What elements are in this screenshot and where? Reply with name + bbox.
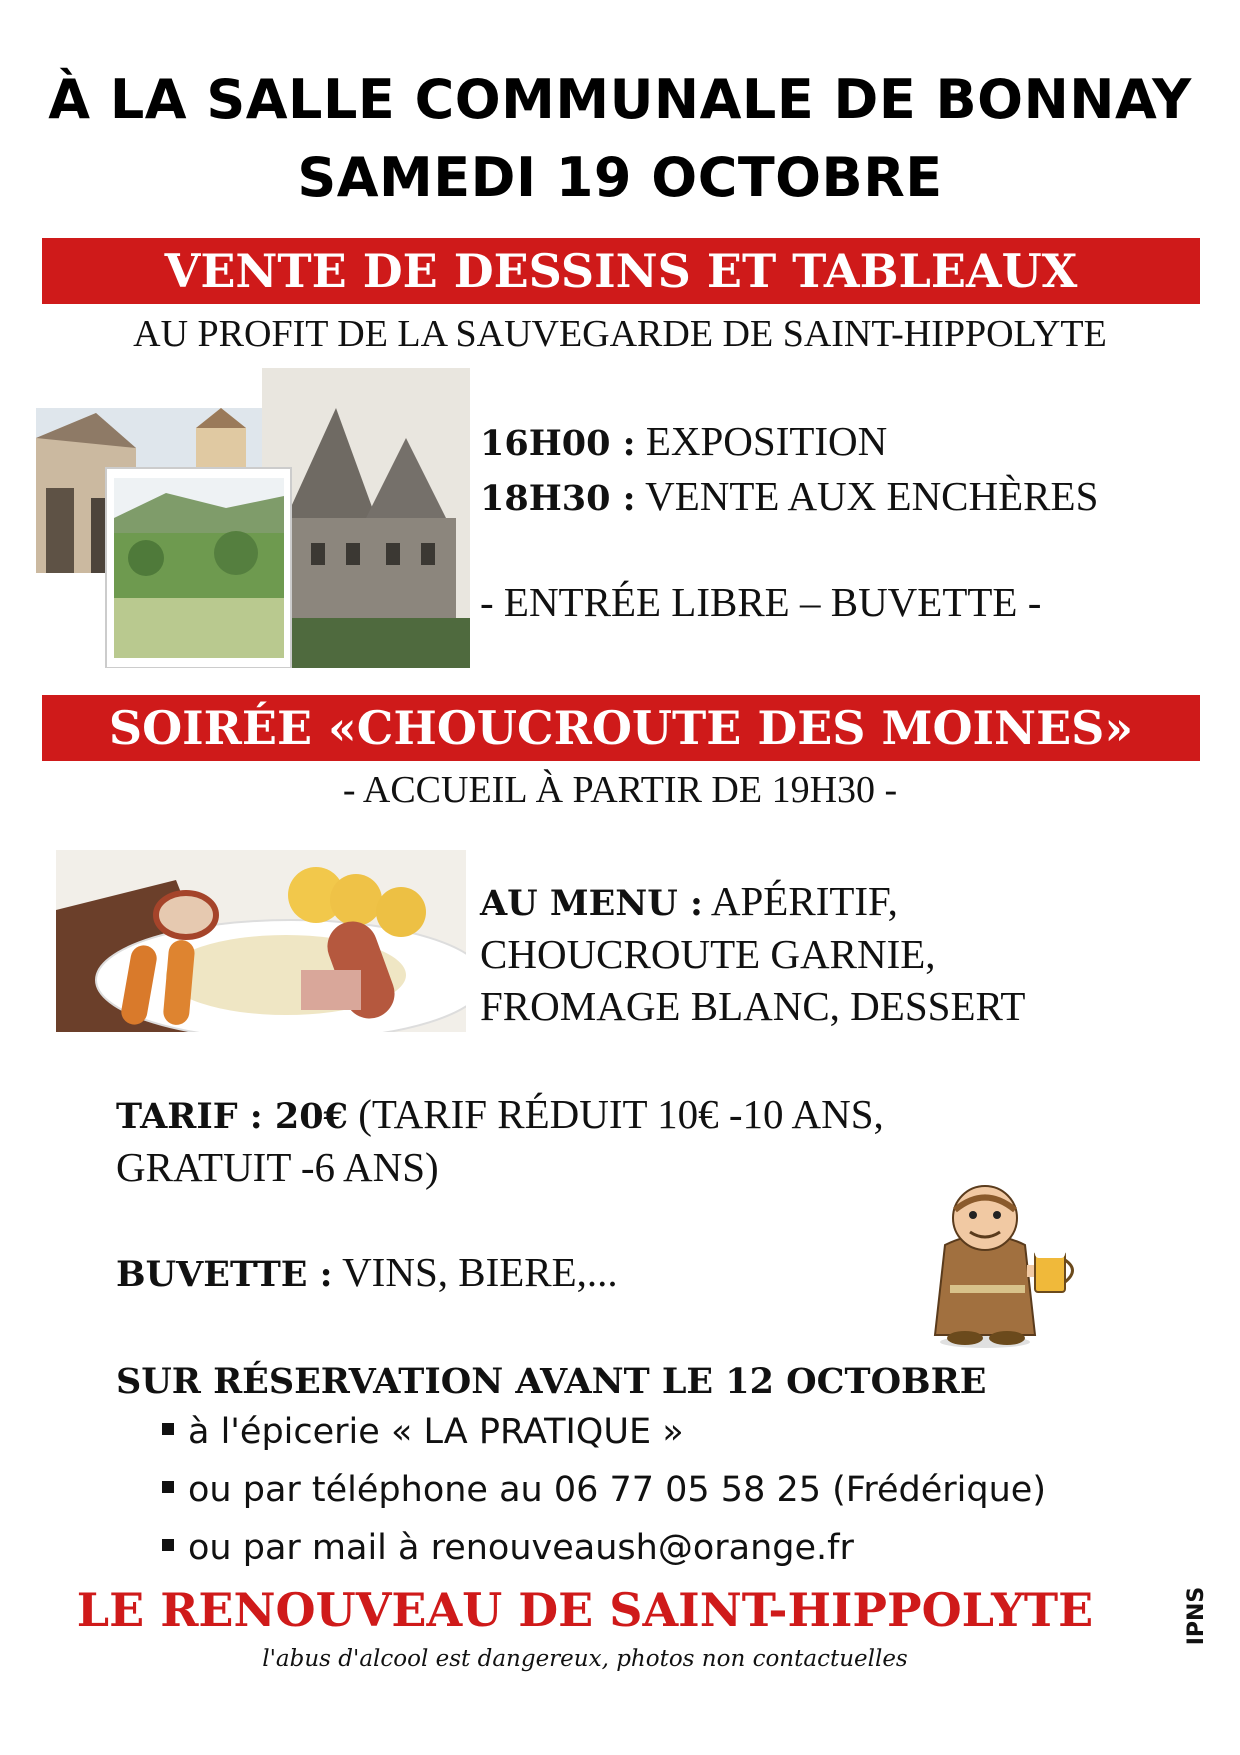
bar-label: BUVETTE : [116,1254,333,1295]
evening-banner: SOIRÉE «CHOUCROUTE DES MOINES» [42,695,1200,761]
menu-item: APÉRITIF, [702,878,898,924]
bar-drinks: VINS, BIERE,... [332,1249,618,1295]
reservation-item-text: ou par téléphone au 06 77 05 58 25 (Frédérique) [188,1470,1046,1510]
organizer-name: LE RENOUVEAU DE SAINT-HIPPOLYTE [76,1583,1094,1637]
artwork-collage-image [36,368,470,668]
sale-banner: VENTE DE DESSINS ET TABLEAUX [42,238,1200,304]
schedule-exposition [480,417,887,465]
castle-sketch-painting [262,368,470,668]
menu-line-2: CHOUCROUTE GARNIE, [480,931,936,977]
menu-line-3: FROMAGE BLANC, DESSERT [480,983,1026,1029]
welcome-time: - ACCUEIL À PARTIR DE 19H30 - [342,769,898,811]
price-line-2: GRATUIT -6 ANS) [116,1144,439,1190]
price-label: TARIF : 20€ [116,1096,348,1137]
menu-line-1 [480,877,898,925]
landscape-watercolor-painting [106,468,291,668]
price-details: (TARIF RÉDUIT 10€ -10 ANS, [347,1091,884,1137]
bullet-square-icon [162,1423,174,1435]
venue-heading: À LA SALLE COMMUNALE DE BONNAY [48,68,1192,131]
reservation-item-text: ou par mail à renouveaush@orange.fr [188,1528,854,1568]
reservation-item [162,1528,854,1568]
bar-line [116,1248,618,1296]
reservation-item [162,1470,1046,1510]
schedule-time: 16H00 : [480,423,636,464]
entry-note: - ENTRÉE LIBRE – BUVETTE - [480,579,1042,625]
reservation-item [162,1412,684,1452]
ipns-tag: IPNS [1184,1586,1209,1646]
reservation-title [116,1355,986,1403]
reservation-item-text: à l'épicerie « LA PRATIQUE » [188,1412,684,1452]
disclaimer-text: l'abus d'alcool est dangereux, photos non contactuelles [262,1646,908,1672]
date-heading: SAMEDI 19 OCTOBRE [297,146,943,209]
monk-with-beer-illustration [915,1170,1095,1350]
schedule-label: EXPOSITION [635,418,888,464]
price-line [116,1090,884,1138]
choucroute-photo [56,850,466,1032]
bullet-square-icon [162,1539,174,1551]
schedule-label: VENTE AUX ENCHÈRES [635,473,1099,519]
reservation-title-text: SUR RÉSERVATION AVANT LE 12 OCTOBRE [116,1361,987,1402]
bullet-square-icon [162,1481,174,1493]
sale-subtitle: AU PROFIT DE LA SAUVEGARDE DE SAINT-HIPPOLYTE [133,313,1107,355]
menu-label: AU MENU : [480,883,703,924]
schedule-time: 18H30 : [480,478,636,519]
schedule-auction [480,472,1098,520]
